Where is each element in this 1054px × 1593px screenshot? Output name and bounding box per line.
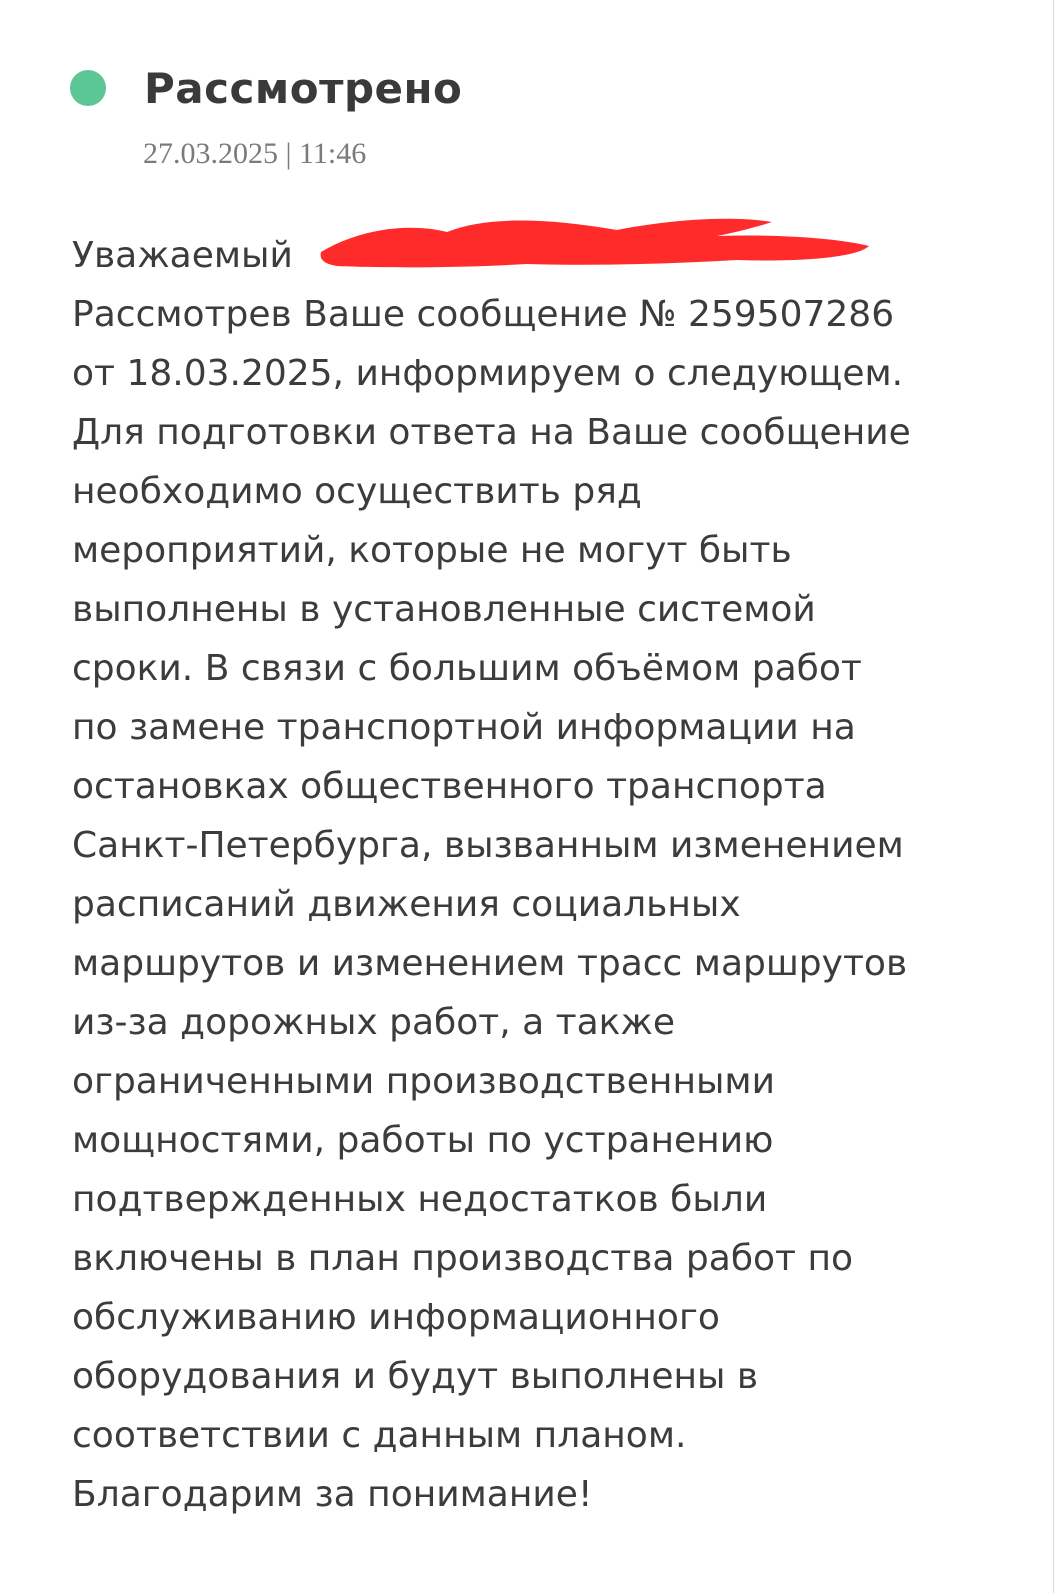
message-line: необходимо осуществить ряд (72, 471, 642, 512)
message-line: выполнены в установленные системой (72, 589, 816, 630)
message-line: расписаний движения социальных (72, 884, 741, 925)
status-label: Рассмотрено (144, 63, 463, 113)
message-line: сроки. В связи с большим объёмом работ (72, 648, 862, 689)
message-lines (72, 285, 1032, 1524)
message-line: обслуживанию информационного (72, 1297, 720, 1338)
greeting-line (72, 226, 1032, 285)
status-timestamp: 27.03.2025 | 11:46 (143, 137, 367, 170)
message-line: подтвержденных недостатков были (72, 1179, 768, 1220)
message-line: мероприятий, которые не могут быть (72, 530, 792, 571)
message-line: по замене транспортной информации на (72, 707, 856, 748)
message-line: ограниченными производственными (72, 1061, 775, 1102)
message-line: от 18.03.2025, информируем о следующем. (72, 353, 904, 394)
status-header (70, 58, 462, 118)
message-line: включены в план производства работ по (72, 1238, 854, 1279)
message-line: Рассмотрев Ваше сообщение № 259507286 (72, 294, 895, 335)
message-line: Благодарим за понимание! (72, 1474, 593, 1515)
message-line: мощностями, работы по устранению (72, 1120, 774, 1161)
message-line: из-за дорожных работ, а также (72, 1002, 675, 1043)
message-line: Санкт-Петербурга, вызванным изменением (72, 825, 904, 866)
message-line: остановках общественного транспорта (72, 766, 827, 807)
message-line: Для подготовки ответа на Ваше сообщение (72, 412, 911, 453)
greeting-text: Уважаемый (72, 235, 293, 276)
redaction-mark (317, 212, 877, 276)
message-line: оборудования и будут выполнены в (72, 1356, 759, 1397)
message-line: соответствии с данным планом. (72, 1415, 687, 1456)
status-indicator-icon (70, 70, 106, 106)
message-line: маршрутов и изменением трасс маршрутов (72, 943, 908, 984)
message-body (72, 226, 1032, 1524)
